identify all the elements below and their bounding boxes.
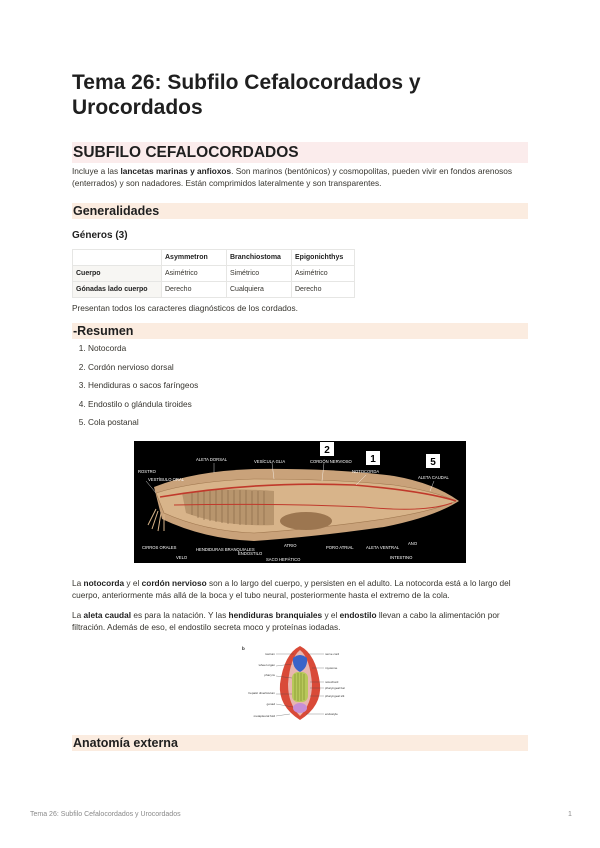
dorsal-view-figure bbox=[240, 644, 360, 722]
table-cell: Cualquiera bbox=[227, 282, 292, 298]
notochord-paragraph: La notocorda y el cordón nervioso son a lo largo del cuerpo, y persisten en el adulto. La notocorda está a lo largo del cuerpo, anteriormente más allá de la boca y el tubo neural, posteriormente hasta el extremo de la cola. bbox=[72, 578, 511, 600]
list-item: 4. Endostilo o glándula tiroides bbox=[88, 398, 198, 417]
left-label-hepatic: hepatic diverticulum bbox=[248, 691, 275, 695]
label-velo: VELO bbox=[176, 555, 188, 560]
left-label-metapleural: metapleural fold bbox=[253, 714, 275, 718]
amphioxus-anatomy-figure bbox=[134, 441, 466, 563]
left-label-rostrum: rostrum bbox=[264, 652, 275, 656]
section-heading-generalidades: Generalidades bbox=[72, 203, 528, 219]
filtration-paragraph: La aleta caudal es para la natación. Y las hendiduras branquiales y el endostilo llevan a cabo la alimentación por filtración. Además de eso, el endostilo secreta moco y proteínas iodadas. bbox=[72, 610, 500, 632]
label-intestino: INTESTINO bbox=[390, 555, 413, 560]
summary-list bbox=[72, 342, 198, 435]
label-rostro: ROSTRO bbox=[138, 469, 156, 474]
label-cordon: CORDÓN NERVIOSO bbox=[310, 459, 352, 464]
left-label-gonad: gonad bbox=[266, 702, 275, 706]
label-aleta-ventral: ALETA VENTRAL bbox=[366, 545, 400, 550]
amphioxus-diagram bbox=[134, 441, 466, 563]
list-item: 2. Cordón nervioso dorsal bbox=[88, 361, 198, 380]
right-label-nerve-cord: nerve cord bbox=[325, 652, 340, 656]
table-row-header: Cuerpo bbox=[73, 266, 162, 282]
right-label-myotome: myotome bbox=[325, 666, 338, 670]
page-number: 1 bbox=[568, 811, 572, 818]
gonad-shape bbox=[293, 703, 307, 713]
table-header-cell: Branchiostoma bbox=[227, 250, 292, 266]
label-ano: ANO bbox=[408, 541, 418, 546]
generos-heading: Géneros (3) bbox=[72, 230, 128, 241]
badge-2-text: 2 bbox=[324, 445, 330, 456]
list-item: 3. Hendiduras o sacos faríngeos bbox=[88, 379, 198, 398]
dorsal-view-diagram bbox=[240, 644, 360, 722]
label-saco: SACO HEPÁTICO bbox=[266, 557, 301, 562]
table-cell: Simétrico bbox=[227, 266, 292, 282]
label-aleta-dorsal: ALETA DORSAL bbox=[196, 457, 228, 462]
footer-title: Tema 26: Subfilo Cefalocordados y Urocordados bbox=[30, 811, 181, 818]
label-vesicula: VESÍCULA GLIA bbox=[254, 459, 286, 464]
section-heading-cefalocordados: SUBFILO CEFALOCORDADOS bbox=[72, 142, 528, 163]
section-heading-anatomia: Anatomía externa bbox=[72, 735, 528, 751]
diagnostic-note: Presentan todos los caracteres diagnósticos de los cordados. bbox=[72, 303, 298, 313]
label-vestibulo: VESTÍBULO ORAL bbox=[148, 477, 185, 482]
table-row bbox=[73, 282, 355, 298]
label-hendiduras: HENDIDURAS BRANQUIALES bbox=[196, 547, 255, 552]
section-heading-resumen: -Resumen bbox=[72, 323, 528, 339]
hepatic-sac bbox=[280, 512, 332, 530]
table-cell: Asimétrico bbox=[292, 266, 355, 282]
right-label-bar: pharyngeal bar bbox=[325, 686, 346, 690]
label-poro: PORO ATRIAL bbox=[326, 545, 354, 550]
badge-5-text: 5 bbox=[430, 457, 436, 468]
table-cell: Derecho bbox=[292, 282, 355, 298]
table-header-cell: Asymmetron bbox=[162, 250, 227, 266]
list-item: 5. Cola postanal bbox=[88, 416, 198, 435]
label-atrio: ATRIO bbox=[284, 543, 297, 548]
right-label-notochord: notochord bbox=[325, 680, 339, 684]
table-row-header: Gónadas lado cuerpo bbox=[73, 282, 162, 298]
right-label-slit: pharyngeal slit bbox=[325, 694, 345, 698]
badge-1-text: 1 bbox=[370, 454, 376, 465]
table-cell: Asimétrico bbox=[162, 266, 227, 282]
table-cell: Derecho bbox=[162, 282, 227, 298]
label-notocorda: NOTOCORDA bbox=[352, 469, 380, 474]
left-label-wheel-organ: wheel organ bbox=[258, 663, 275, 667]
figure-letter: b bbox=[242, 646, 245, 651]
intro-paragraph: Incluye a las lancetas marinas y anfioxos. Son marinos (bentónicos) y cosmopolitas, pueden vivir en fondos arenosos (enterrados) y son nadadores. Están comprimidos lateralmente y son transparentes. bbox=[72, 166, 512, 188]
table-header-cell bbox=[73, 250, 162, 266]
left-label-pharynx: pharynx bbox=[264, 673, 275, 677]
table-header-cell: Epigonichthys bbox=[292, 250, 355, 266]
pharynx-block bbox=[292, 672, 308, 702]
genera-table bbox=[72, 249, 355, 298]
label-endostilo: ENDOSTILO bbox=[238, 551, 263, 556]
table-header-row bbox=[73, 250, 355, 266]
label-cirros: CIRROS ORALES bbox=[142, 545, 177, 550]
number-badges bbox=[320, 442, 440, 468]
right-label-endostyle: endostyle bbox=[325, 712, 338, 716]
list-item: 1. Notocorda bbox=[88, 342, 198, 361]
page-title: Tema 26: Subfilo Cefalocordados y Urocordados bbox=[72, 71, 421, 119]
label-aleta-caudal: ALETA CAUDAL bbox=[418, 475, 449, 480]
table-row bbox=[73, 266, 355, 282]
